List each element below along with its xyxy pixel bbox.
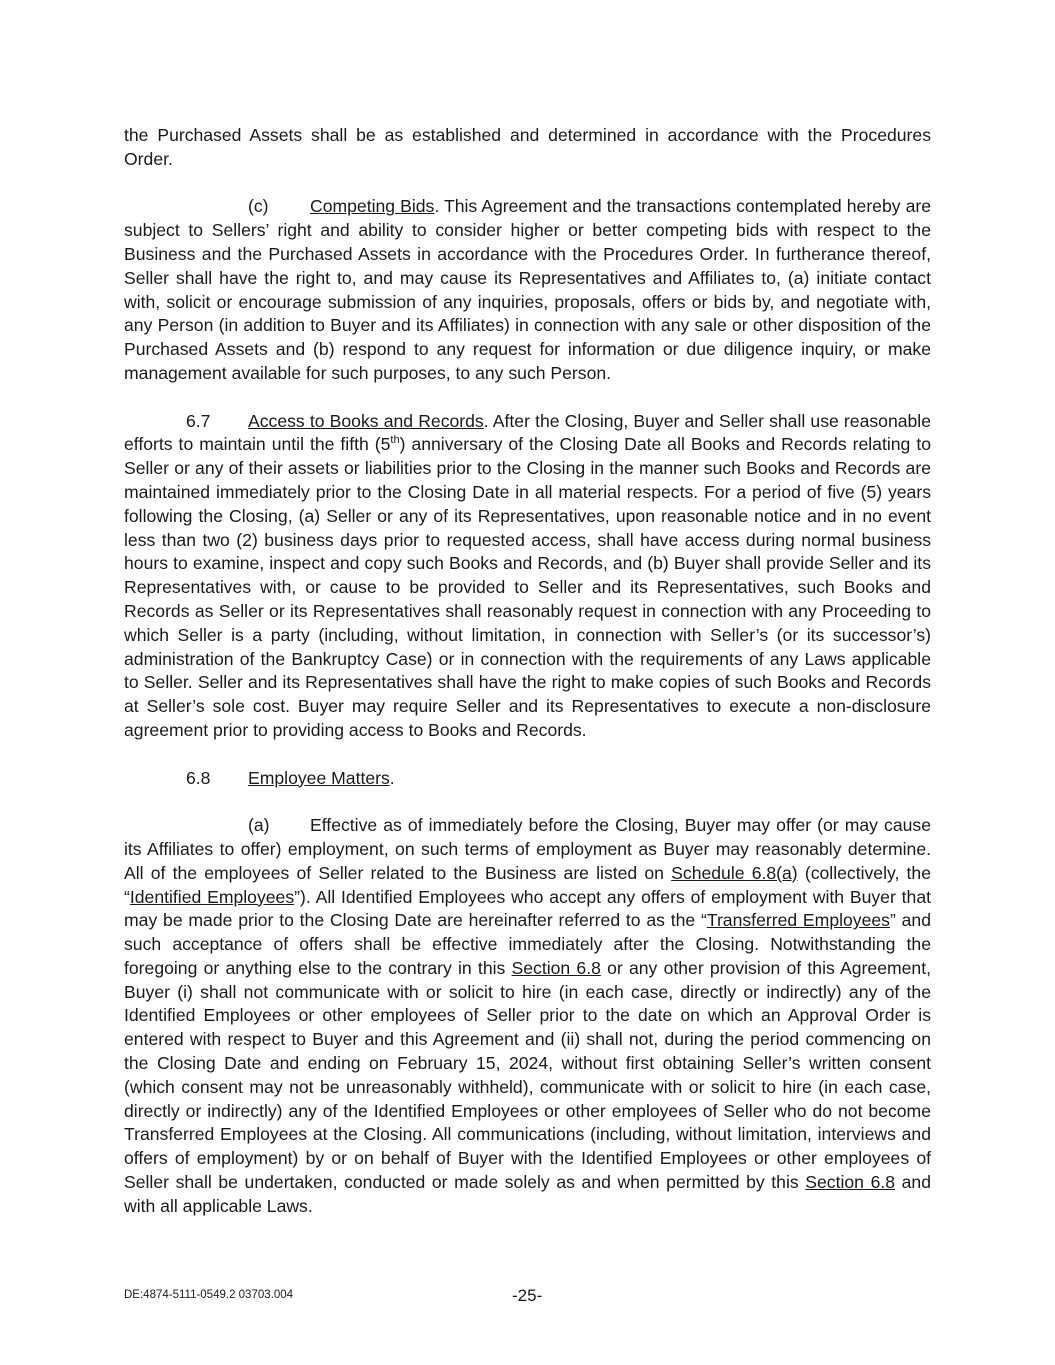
section-reference: Section 6.8 bbox=[805, 1172, 896, 1193]
section-body: or any other provision of this Agreement, Buyer (i) shall not communicate with or solicit to hire (in each case, directly or indirectly) any of the Identified Employees or other employees of Seller prior to the date on which an Approval Order is entered with respect to Buyer and this Agreement and (ii) shall not, during the period commencing on the Closing Date and ending on February 15, 2024, without first obtaining Seller’s written consent (which consent may not be unreasonably withheld), communicate with or solicit to hire (in each case, directly or indirectly) any of the Identified Employees or other employees of Seller who do not become Transferred Employees at the Closing. All communications (including, without limitation, interviews and offers of employment) by or on behalf of Buyer with the Identified Employees or other employees of Seller shall be undertaken, conducted or made solely as and when permitted by this bbox=[124, 957, 931, 1193]
subsection-label: (a) bbox=[248, 815, 270, 836]
document-page bbox=[124, 124, 931, 1219]
section-number: 6.8 bbox=[186, 767, 211, 788]
paragraph-gap bbox=[124, 386, 931, 410]
defined-term: Transferred Employees bbox=[706, 910, 890, 931]
section-body: . After the Closing, Buyer and Seller shall use reasonable efforts to maintain until the fifth (5 bbox=[124, 410, 931, 455]
schedule-reference: Schedule 6.8(a) bbox=[671, 862, 798, 883]
section-body: ”). All Identified Employees who accept any offers of employment with Buyer that may be made prior to the Closing Date are hereinafter referred to as the “ bbox=[124, 886, 932, 931]
section-body: ) anniversary of the Closing Date all Books and Records relating to Seller or any of their assets or liabilities prior to the Closing in the manner such Books and Records are maintained immediately prior to the Closing Date in all material respects. For a period of five (5) years following the Closing, (a) Seller or any of its Representatives, upon reasonable notice and in no event less than two (2) business days prior to requested access, shall have access during normal business hours to examine, inspect and copy such Books and Records, and (b) Buyer shall provide Seller and its Representatives with, or cause to be provided to Seller and its Representatives, such Books and Records as Seller or its Representatives shall reasonably request in connection with any Proceeding to which Seller is a party (including, without limitation, in connection with Seller’s (or its successor’s) administration of the Bankruptcy Case) or in connection with the requirements of any Laws applicable to Seller. Seller and its Representatives shall have the right to make copies of such Books and Records at Seller’s sole cost. Buyer may require Seller and its Representatives to execute a non-disclosure agreement prior to providing access to Books and Records. bbox=[124, 434, 931, 740]
page-footer bbox=[124, 1286, 931, 1306]
paragraph-gap bbox=[124, 172, 931, 196]
section-competing-bids bbox=[124, 195, 931, 385]
section-6-7-access-to-books bbox=[124, 410, 931, 743]
section-heading: Access to Books and Records bbox=[248, 410, 484, 431]
heading-period: . bbox=[389, 767, 395, 788]
section-6-8-employee-matters bbox=[124, 767, 931, 791]
section-heading: Competing Bids bbox=[310, 196, 435, 217]
section-heading: Employee Matters bbox=[248, 767, 390, 788]
defined-term: Identified Employees bbox=[129, 886, 295, 907]
paragraph-gap bbox=[124, 743, 931, 767]
section-number: 6.7 bbox=[186, 410, 211, 431]
document-id: DE:4874-5111-0549.2 03703.004 bbox=[124, 1289, 294, 1301]
section-body: and with all applicable Laws. bbox=[124, 1172, 931, 1216]
paragraph-procedures-order bbox=[124, 124, 931, 172]
section-body: (collectively, the “ bbox=[124, 862, 931, 907]
subsection-label: (c) bbox=[248, 196, 269, 217]
ordinal-superscript: th bbox=[390, 434, 400, 447]
section-body: Effective as of immediately before the Closing, Buyer may offer (or may cause its Affiliates to offer) employment, on such terms of employment as Buyer may reasonably determine. All of the employees of Seller related to the Business are listed on bbox=[124, 815, 931, 883]
section-6-8-a bbox=[124, 814, 931, 1219]
section-reference: Section 6.8 bbox=[511, 957, 601, 978]
paragraph-gap bbox=[124, 790, 931, 814]
page-number: -25- bbox=[512, 1286, 543, 1305]
section-body: . This Agreement and the transactions contemplated hereby are subject to Sellers’ right and ability to consider higher or better competing bids with respect to the Business and the Purchased Assets in accordance with the Procedures Order. In furtherance thereof, Seller shall have the right to, and may cause its Representatives and Affiliates to, (a) initiate contact with, solicit or encourage submission of any inquiries, proposals, offers or bids by, and negotiate with, any Person (in addition to Buyer and its Affiliates) in connection with any sale or other disposition of the Purchased Assets and (b) respond to any request for information or due diligence inquiry, or make management available for such purposes, to any such Person. bbox=[124, 196, 931, 383]
section-body: ” and such acceptance of offers shall be effective immediately after the Closing. Notwithstanding the foregoing or anything else to the contrary in this bbox=[124, 910, 931, 978]
paragraph-text: the Purchased Assets shall be as established and determined in accordance with the Procedures Order. bbox=[124, 125, 931, 169]
